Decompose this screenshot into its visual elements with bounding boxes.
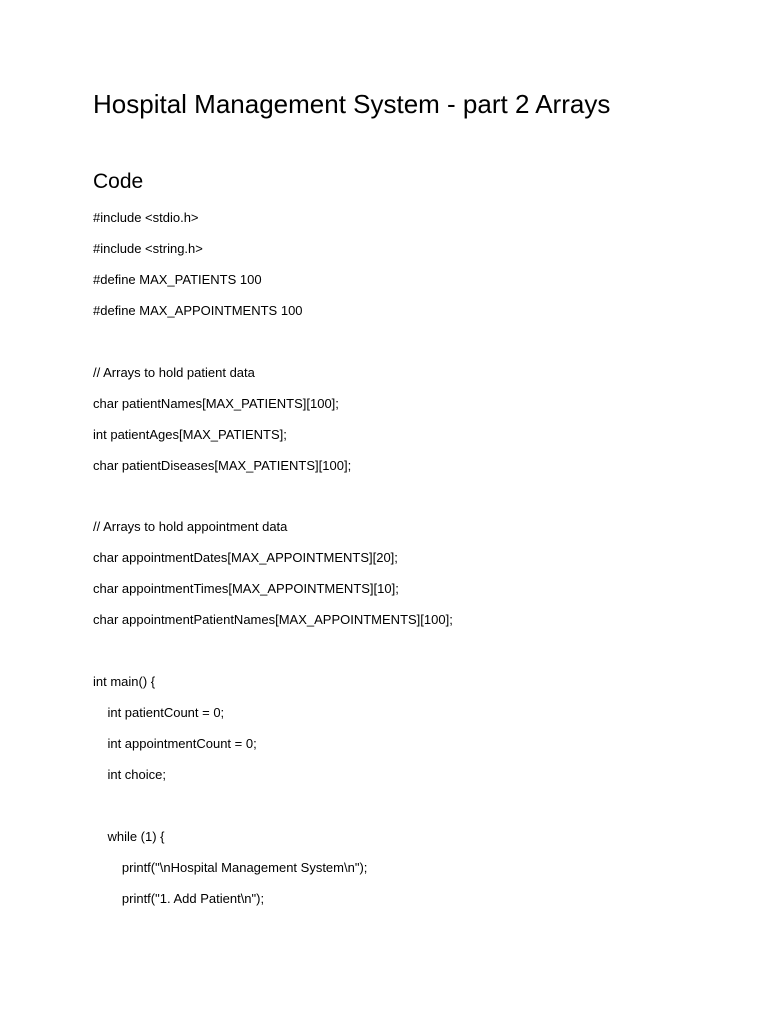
code-line: int patientCount = 0; — [93, 705, 225, 720]
code-line: int main() { — [93, 674, 156, 690]
code-line: char appointmentTimes[MAX_APPOINTMENTS][10]; — [93, 581, 399, 597]
code-line: #define MAX_APPOINTMENTS 100 — [93, 302, 303, 318]
code-line: char appointmentDates[MAX_APPOINTMENTS][20]; — [93, 550, 398, 566]
code-line: int choice; — [93, 766, 166, 782]
code-line: printf("\nHospital Management System\n"); — [93, 859, 368, 875]
code-line: int patientAges[MAX_PATIENTS]; — [93, 426, 287, 442]
code-line: char patientNames[MAX_PATIENTS][100]; — [93, 395, 339, 411]
code-line: char appointmentPatientNames[MAX_APPOINTMENTS][100]; — [93, 612, 453, 628]
document-title: Hospital Management System - part 2 Arrays — [93, 89, 611, 119]
code-block — [93, 208, 733, 920]
code-blank-line — [93, 796, 733, 827]
code-line: // Arrays to hold appointment data — [93, 519, 288, 535]
section-heading-code: Code — [93, 170, 144, 193]
code-line: char patientDiseases[MAX_PATIENTS][100]; — [93, 457, 352, 473]
code-line: #define MAX_PATIENTS 100 — [93, 271, 262, 287]
code-line: int appointmentCount = 0; — [93, 735, 257, 751]
code-blank-line — [93, 486, 733, 517]
code-blank-line — [93, 332, 733, 363]
code-line: #include <stdio.h> — [93, 210, 199, 225]
code-blank-line — [93, 641, 733, 672]
code-line: printf("1. Add Patient\n"); — [93, 890, 265, 906]
code-line: // Arrays to hold patient data — [93, 364, 255, 380]
code-line: #include <string.h> — [93, 240, 203, 256]
code-line: while (1) { — [93, 828, 165, 844]
